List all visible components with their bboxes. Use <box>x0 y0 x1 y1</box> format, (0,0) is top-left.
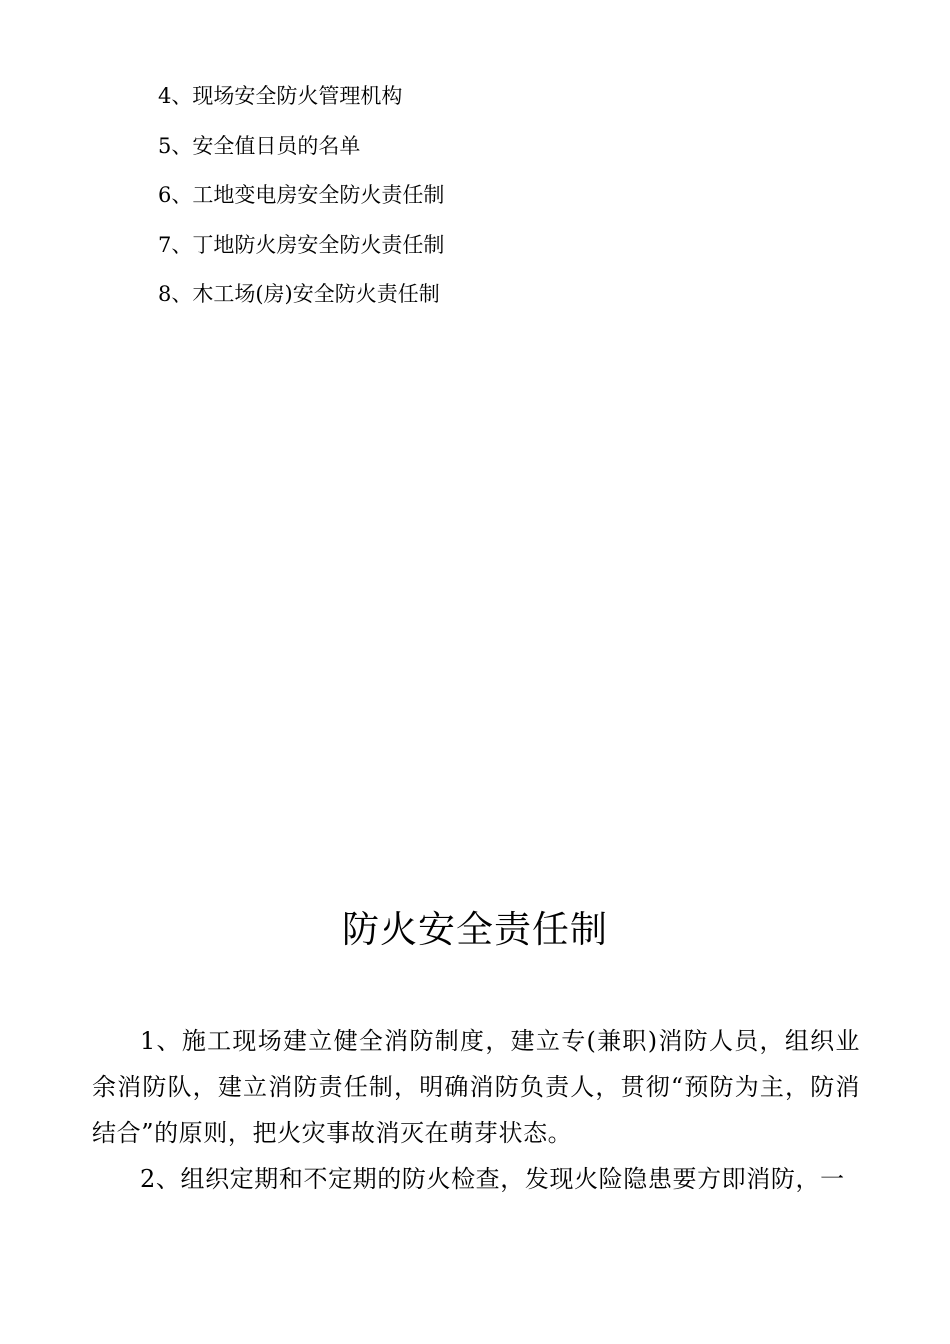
list-item: 7、丁地防火房安全防火责任制 <box>158 232 445 257</box>
section-title: 防火安全责任制 <box>342 908 608 951</box>
paragraph: 1、施工现场建立健全消防制度，建立专(兼职)消防人员，组织业余消防队，建立消防责任制，明确消防负责人，贯彻“预防为主，防消结合”的原则，把火灾事故消灭在萌芽状态。 <box>92 1027 860 1147</box>
list-item: 5、安全值日员的名单 <box>158 133 361 158</box>
list-item: 6、工地变电房安全防火责任制 <box>158 183 445 207</box>
section-body <box>92 1018 860 1202</box>
paragraph: 2、组织定期和不定期的防火检查，发现火险隐患要方即消防，一 <box>140 1165 845 1193</box>
list-item: 8、木工场(房)安全防火责任制 <box>158 282 440 306</box>
list-item: 4、现场安全防火管理机构 <box>158 84 403 108</box>
document-list <box>158 80 444 328</box>
